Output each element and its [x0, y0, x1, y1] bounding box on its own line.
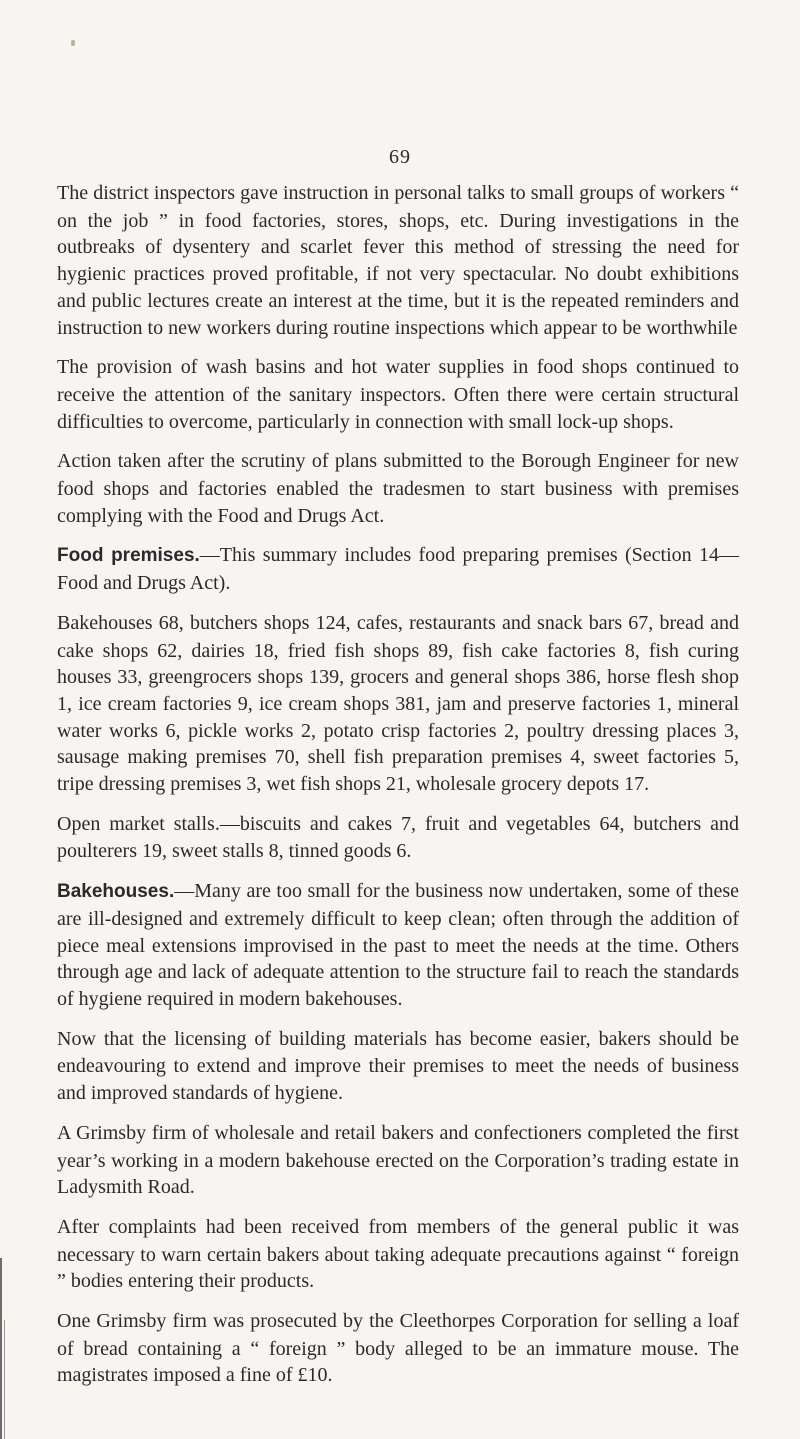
paragraph-text: Open market stalls.—biscuits and cakes 7, fruit and vegetables 64, butchers and poulterers 19, sweet stalls 8, tinned goods 6.: [57, 812, 739, 863]
paragraph-grimsby-firm: [57, 1120, 739, 1201]
paragraph-worker-instruction: [57, 180, 739, 341]
page-number: 69: [389, 146, 411, 168]
paragraph-text: —This summary includes food preparing premises (Section 14—Food and Drugs Act).: [57, 544, 740, 595]
document-body: [57, 180, 739, 1402]
paper-fleck: [71, 40, 75, 46]
paragraph-text: Bakehouses 68, butchers shops 124, cafes, restaurants and snack bars 67, bread and cake shops 62, dairies 18, fried fish shops 89, fish cake factories 8, fish curing houses 33, greengrocers shops 139, grocers and general shops 386, horse flesh shop 1, ice cream factories 9, ice cream shops 381, jam and preserve factories 1, mineral water works 6, pickle works 2, potato crisp factories 2, poultry dressing places 3, sausage making premises 70, shell fish preparation premises 4, sweet factories 5, tripe dressing premises 3, wet fish shops 21, wholesale grocery depots 17.: [57, 611, 739, 796]
paragraph-heading: Food premises.: [57, 545, 200, 567]
paragraph-text: —Many are too small for the business now undertaken, some of these are ill-designed and extremely difficult to keep clean; often through the addition of piece meal extensions improvised in the past to meet the needs at the time. Others through age and lack of adequate attention to the structure fail to reach the standards of hygiene required in modern bakehouses.: [57, 880, 739, 1010]
paragraph-plans-scrutiny: [57, 448, 739, 529]
page-edge-shadow: [0, 1258, 2, 1439]
paragraph-licensing: [57, 1026, 739, 1107]
paragraph-text: One Grimsby firm was prosecuted by the Cleethorpes Corporation for selling a loaf of bread containing a “ foreign ” body alleged to be an immature mouse. The magistrates imposed a fine of £10.: [57, 1310, 739, 1387]
paragraph-food-premises: [57, 542, 739, 596]
paragraph-premises-counts: [57, 610, 739, 798]
paragraph-wash-basins: [57, 354, 739, 435]
paragraph-text: The provision of wash basins and hot water supplies in food shops continued to receive the attention of the sanitary inspectors. Often there were certain structural difficulties to overcome, particularly in connection with small lock-up shops.: [57, 356, 739, 433]
paragraph-market-stalls: [57, 811, 739, 865]
paragraph-complaints: [57, 1214, 739, 1295]
paragraph-text: Action taken after the scrutiny of plans submitted to the Borough Engineer for new food shops and factories enabled the tradesmen to start business with premises complying with the Food and Drugs Act.: [57, 450, 739, 527]
page-edge-shadow-secondary: [4, 1320, 5, 1439]
paragraph-text: A Grimsby firm of wholesale and retail bakers and confectioners completed the first year’s working in a modern bakehouse erected on the Corporation’s trading estate in Ladysmith Road.: [57, 1121, 739, 1199]
paragraph-text: Now that the licensing of building materials has become easier, bakers should be endeavouring to extend and improve their premises to meet the needs of business and improved standards of hygiene.: [57, 1027, 739, 1105]
paragraph-text: The district inspectors gave instruction in personal talks to small groups of workers “ on the job ” in food factories, stores, shops, etc. During investigations in the outbreaks of dysentery and scarlet fever this method of stressing the need for hygienic practices proved profitable, if not very spectacular. No doubt exhibitions and public lectures create an interest at the time, but it is the repeated reminders and instruction to new workers during routine inspections which appear to be worthwhile: [57, 182, 739, 339]
paragraph-prosecution: [57, 1308, 739, 1389]
paragraph-heading: Bakehouses.: [57, 881, 175, 903]
paragraph-bakehouses: [57, 878, 739, 1013]
paragraph-text: After complaints had been received from members of the general public it was necessary to warn certain bakers about taking adequate precautions against “ foreign ” bodies entering their products.: [57, 1215, 739, 1293]
